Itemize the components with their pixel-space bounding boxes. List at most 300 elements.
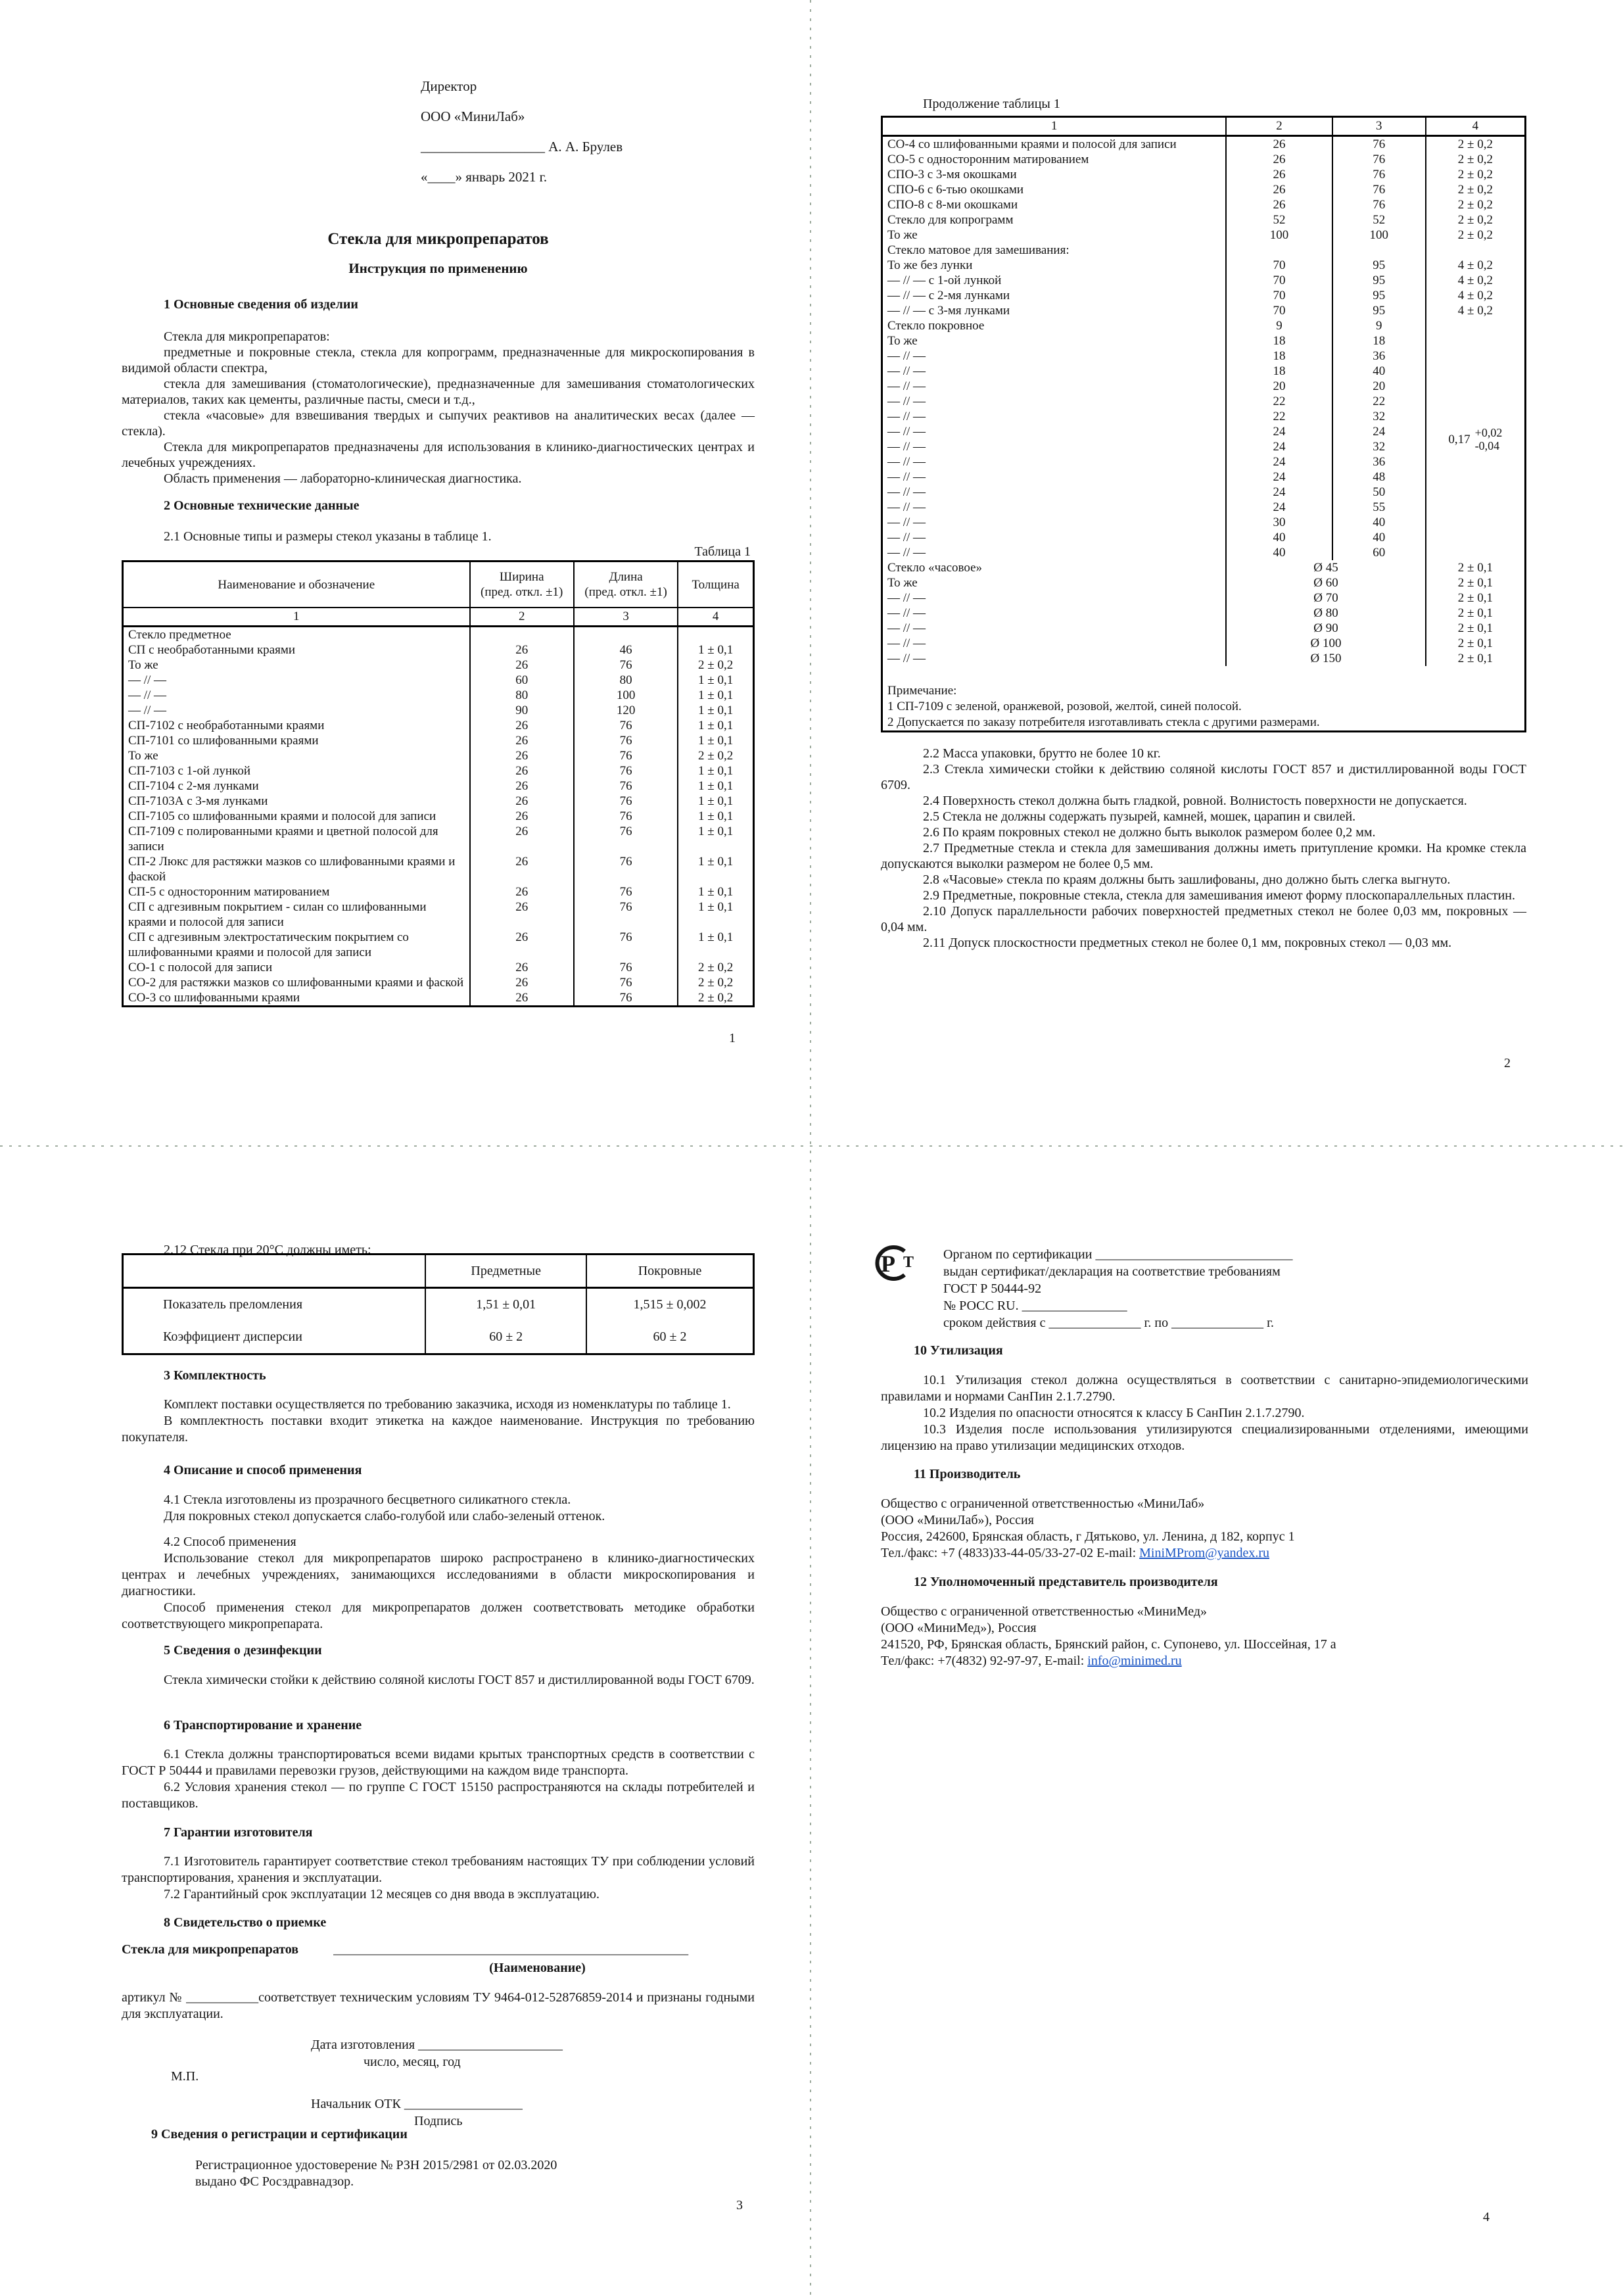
- table-cell: 26: [470, 960, 574, 975]
- table-cell: 2 ± 0,1: [1426, 651, 1526, 666]
- registration-certificate-line: Регистрационное удостоверение № РЗН 2015/2981 от 02.03.2020: [195, 2158, 557, 2172]
- certification-line: ГОСТ Р 50444-92: [943, 1281, 1042, 1296]
- table-cell: 24: [1226, 439, 1332, 454]
- paragraph: 2.6 По краям покровных стекол не должно быть выколок размером более 0,2 мм.: [923, 825, 1376, 840]
- table-cell: СП-7101 со шлифованными краями: [123, 733, 470, 748]
- document-subtitle: Инструкция по применению: [348, 260, 528, 276]
- paragraph: 2.11 Допуск плоскостности предметных стекол не более 0,1 мм, покровных стекол — 0,03 мм.: [923, 936, 1452, 950]
- table-continuation-caption: Продолжение таблицы 1: [923, 97, 1060, 111]
- section-12-heading: 12 Уполномоченный представитель производителя: [914, 1575, 1218, 1589]
- table-cell: 76: [574, 975, 678, 990]
- table-row: [882, 560, 1526, 575]
- section-4-paragraphs-b: [122, 1534, 755, 1633]
- table-row: [123, 990, 754, 1007]
- table-cell: 80: [574, 673, 678, 688]
- table-cell: СП-7102 с необработанными краями: [123, 718, 470, 733]
- table-cell: Ø 150: [1226, 651, 1425, 666]
- table-cell: СП-2 Люкс для растяжки мазков со шлифованными краями и фаской: [123, 854, 470, 884]
- table-cell: — // —: [882, 409, 1227, 424]
- table-row: [123, 884, 754, 899]
- table-cell: 1 ± 0,1: [678, 794, 753, 809]
- table-cell: 22: [1226, 409, 1332, 424]
- column-header: Предметные: [425, 1255, 586, 1288]
- table-row: [882, 303, 1526, 318]
- column-header: [574, 562, 678, 608]
- paragraph: 6.1 Стекла должны транспортироваться всеми видами крытых транспортных средств в соответствии с ГОСТ Р 50444 и правилами перевозки грузов, действующими на каждом виде транспорта.: [122, 1747, 755, 1778]
- table-cell: [470, 627, 574, 643]
- table-cell: То же: [882, 575, 1227, 590]
- table-cell: 76: [574, 794, 678, 809]
- paragraph: предметные и покровные стекла, стекла для копрограмм, предназначенные для микроскопирования в видимой области спектра,: [122, 345, 755, 375]
- table-cell: СО-3 со шлифованными краями: [123, 990, 470, 1007]
- table-cell: 2 ± 0,2: [1426, 212, 1526, 227]
- table-cell: СП с адгезивным электростатическим покрытием со шлифованными краями и полосой для записи: [123, 930, 470, 960]
- table-cell: — // —: [882, 590, 1227, 606]
- page-2: [881, 0, 1526, 1144]
- table-cell: 18: [1226, 364, 1332, 379]
- table-cell: Стекло предметное: [123, 627, 470, 643]
- table-cell: 1 ± 0,1: [678, 642, 753, 658]
- manufacturer-block: [881, 1496, 1528, 1562]
- table-cell: 26: [1226, 182, 1332, 197]
- table-cell: 70: [1226, 273, 1332, 288]
- table-row: [882, 167, 1526, 182]
- table-cell: 76: [1332, 167, 1426, 182]
- table-cell: 0,17 +0,02 -0,04: [1426, 318, 1526, 560]
- section-2-12-intro: 2.12 Стекла при 20°С должны иметь:: [164, 1243, 371, 1257]
- optical-properties-table: [122, 1253, 755, 1355]
- table-cell: 2 ± 0,2: [678, 748, 753, 763]
- table-cell: 76: [1332, 152, 1426, 167]
- table-cell: 26: [470, 930, 574, 960]
- table-row: [123, 642, 754, 658]
- table-row: [123, 658, 754, 673]
- table-cell: 40: [1226, 545, 1332, 560]
- table-cell: 70: [1226, 258, 1332, 273]
- table-cell: 2 ± 0,1: [1426, 621, 1526, 636]
- table-cell: 55: [1332, 500, 1426, 515]
- table-row: [882, 273, 1526, 288]
- table-cell: 18: [1332, 333, 1426, 348]
- paragraph: 2.9 Предметные, покровные стекла, стекла для замешивания имеют форму плоскопараллельных пластин.: [923, 888, 1515, 903]
- table-row: [123, 899, 754, 930]
- table-row: [123, 1288, 754, 1322]
- document-title: Стекла для микропрепаратов: [327, 230, 549, 248]
- column-header-sub: (пред. откл. ±1): [481, 585, 563, 599]
- table-cell: 2 ± 0,2: [1426, 227, 1526, 243]
- table-cell: 60 ± 2: [425, 1321, 586, 1354]
- table-cell: Показатель преломления: [123, 1288, 426, 1322]
- table-cell: Стекло матовое для замешивания:: [882, 243, 1227, 258]
- table-cell: 80: [470, 688, 574, 703]
- paragraph: Стекла для микропрепаратов предназначены для использования в клинико-диагностических центрах и лечебных учреждениях.: [122, 440, 755, 470]
- paragraph: 2.4 Поверхность стекол должна быть гладкой, ровной. Волнистость поверхности не допускается.: [923, 794, 1467, 808]
- table-cell: 1,515 ± 0,002: [586, 1288, 753, 1322]
- table-cell: 95: [1332, 303, 1426, 318]
- paragraph: 10.1 Утилизация стекол должна осуществляться в соответствии с санитарно-эпидемиологическими правилами и нормами СанПин 2.1.7.2790.: [881, 1373, 1528, 1404]
- table-cell: 100: [1332, 227, 1426, 243]
- paragraph: 4.2 Способ применения: [164, 1535, 296, 1549]
- section-3-heading: 3 Комплектность: [164, 1368, 266, 1383]
- column-number: 3: [574, 608, 678, 627]
- column-header-label: Длина: [609, 570, 643, 584]
- table-cell: То же: [123, 748, 470, 763]
- table-cell: 1 ± 0,1: [678, 778, 753, 794]
- paragraph: 10.3 Изделия после использования утилизируются специализированными отделениями, имеющими лицензию на право утилизации медицинских отходов.: [881, 1422, 1528, 1453]
- table-cell: 26: [470, 975, 574, 990]
- section-1-heading: 1 Основные сведения об изделии: [164, 297, 358, 312]
- table-cell: СО-2 для растяжки мазков со шлифованными краями и фаской: [123, 975, 470, 990]
- section-2-requirements: [881, 746, 1526, 951]
- paragraph: стекла «часовые» для взвешивания твердых и сыпучих реактивов на аналитических весах (далее — стекла).: [122, 408, 755, 439]
- table-cell: 4 ± 0,2: [1426, 303, 1526, 318]
- table-row: [882, 651, 1526, 666]
- table-cell: 1 ± 0,1: [678, 733, 753, 748]
- table-cell: 46: [574, 642, 678, 658]
- paragraph: 4.1 Стекла изготовлены из прозрачного бесцветного силикатного стекла.: [164, 1493, 571, 1507]
- cut-mark-vertical: [810, 0, 811, 2296]
- table-cell: 1 ± 0,1: [678, 809, 753, 824]
- table-cell: СП с адгезивным покрытием - силан со шлифованными краями и полосой для записи: [123, 899, 470, 930]
- table-cell: 1 ± 0,1: [678, 854, 753, 884]
- table-cell: — // —: [882, 636, 1227, 651]
- table-cell: СО-4 со шлифованными краями и полосой для записи: [882, 136, 1227, 153]
- table-caption: Таблица 1: [694, 544, 751, 559]
- table-cell: 120: [574, 703, 678, 718]
- table-cell: 9: [1226, 318, 1332, 333]
- section-5-heading: 5 Сведения о дезинфекции: [164, 1643, 322, 1658]
- table-cell: Коэффициент дисперсии: [123, 1321, 426, 1354]
- table-row: [123, 975, 754, 990]
- table-cell: [1332, 243, 1426, 258]
- table-cell: 1 ± 0,1: [678, 884, 753, 899]
- paragraph: 2.3 Стекла химически стойки к действию соляной кислоты ГОСТ 857 и дистиллированной воды ГОСТ 6709.: [881, 762, 1526, 792]
- table-cell: 1 СП-7109 с зеленой, оранжевой, розовой, желтой, синей полосой.: [887, 700, 1242, 713]
- table-cell: 40: [1332, 515, 1426, 530]
- section-11-heading: 11 Производитель: [914, 1467, 1021, 1481]
- table-row: [882, 636, 1526, 651]
- table-cell: СО-5 с односторонним матированием: [882, 152, 1227, 167]
- table-cell: 2 ± 0,2: [678, 975, 753, 990]
- section-8-heading: 8 Свидетельство о приемке: [164, 1915, 327, 1930]
- signature-caption: Подпись: [414, 2114, 463, 2128]
- table-cell: 30: [1226, 515, 1332, 530]
- table-cell: — // —: [882, 545, 1227, 560]
- table-cell: 52: [1332, 212, 1426, 227]
- table-cell: 26: [470, 733, 574, 748]
- letterhead-line: Директор: [421, 78, 477, 94]
- section-9-heading: 9 Сведения о регистрации и сертификации: [151, 2127, 408, 2141]
- table-row: [123, 763, 754, 778]
- table-cell: — // —: [882, 379, 1227, 394]
- table-cell: 9: [1332, 318, 1426, 333]
- table-row: [882, 212, 1526, 227]
- table-header-row: [123, 562, 754, 608]
- representative-line: 241520, РФ, Брянская область, Брянский район, с. Супонево, ул. Шоссейная, 17 а: [881, 1637, 1336, 1652]
- table-cell: 2 ± 0,2: [678, 960, 753, 975]
- table-row: [123, 627, 754, 643]
- table-cell: — // — с 2-мя лунками: [882, 288, 1227, 303]
- table-cell: Ø 60: [1226, 575, 1425, 590]
- certification-line: Органом по сертификации ______________________________: [943, 1247, 1293, 1262]
- table-cell: 95: [1332, 288, 1426, 303]
- table-cell: СП-7103А с 3-мя лунками: [123, 794, 470, 809]
- table-cell: 26: [470, 763, 574, 778]
- page-number: 1: [729, 1031, 736, 1045]
- column-header: [470, 562, 574, 608]
- table-row: [882, 575, 1526, 590]
- certification-block: [943, 1246, 1535, 1331]
- table-cell: 40: [1332, 364, 1426, 379]
- table-cell: 24: [1226, 485, 1332, 500]
- table-cell: 1 ± 0,1: [678, 899, 753, 930]
- paragraph: 10.2 Изделия по опасности относятся к классу Б СанПин 2.1.7.2790.: [923, 1406, 1305, 1420]
- table-header-row: [123, 1255, 754, 1288]
- table-cell: 76: [574, 899, 678, 930]
- table-row: [123, 718, 754, 733]
- registration-issuer-line: выдано ФС Росздравнадзор.: [195, 2174, 354, 2189]
- table-row: [123, 688, 754, 703]
- paragraph: 7.1 Изготовитель гарантирует соответствие стекол требованиям настоящих ТУ при соблюдении условий транспортирования, хранения и эксплуатации.: [122, 1854, 755, 1885]
- column-number: 2: [1226, 117, 1332, 136]
- table-cell: 24: [1226, 454, 1332, 469]
- table-cell: 2 ± 0,1: [1426, 590, 1526, 606]
- table-cell: 24: [1226, 500, 1332, 515]
- table-cell: 90: [470, 703, 574, 718]
- table-cell: 76: [574, 884, 678, 899]
- table-cell: 26: [470, 884, 574, 899]
- table-row: [882, 227, 1526, 243]
- table-cell: СПО-8 с 8-ми окошками: [882, 197, 1227, 212]
- date-line: «____» январь 2021 г.: [421, 169, 548, 185]
- certification-line: № РОСС RU. ________________: [943, 1299, 1127, 1313]
- manufacturer-line: Общество с ограниченной ответственностью «МиниЛаб»: [881, 1496, 1205, 1511]
- table-cell: 26: [470, 854, 574, 884]
- table-row: [882, 152, 1526, 167]
- table-cell: 95: [1332, 273, 1426, 288]
- manufacturer-email-link[interactable]: MiniMProm@yandex.ru: [1139, 1546, 1269, 1560]
- table-cell: Стекло для копрограмм: [882, 212, 1227, 227]
- table-cell: СП-7105 со шлифованными краями и полосой для записи: [123, 809, 470, 824]
- table-cell: 76: [574, 733, 678, 748]
- table-cell: [1426, 243, 1526, 258]
- paragraph: Стекла для микропрепаратов:: [164, 329, 330, 344]
- table-cell: 18: [1226, 348, 1332, 364]
- section-2-heading: 2 Основные технические данные: [164, 498, 360, 513]
- name-caption: (Наименование): [489, 1961, 586, 1975]
- table-cell: 40: [1332, 530, 1426, 545]
- table-cell: 26: [470, 658, 574, 673]
- table-cell: 1 ± 0,1: [678, 930, 753, 960]
- section-7-heading: 7 Гарантии изготовителя: [164, 1825, 313, 1840]
- table-cell: — // —: [882, 500, 1227, 515]
- column-header: Наименование и обозначение: [123, 562, 470, 608]
- table-cell: 100: [1226, 227, 1332, 243]
- table-cell: 26: [470, 824, 574, 854]
- table-cell: 26: [470, 990, 574, 1007]
- table-row: [882, 590, 1526, 606]
- table-row: [123, 1321, 754, 1354]
- table-row: [123, 794, 754, 809]
- letterhead: [421, 71, 623, 192]
- paragraph: 2.8 «Часовые» стекла по краям должны быть зашлифованы, дно должно быть слегка выгнуто.: [923, 873, 1451, 887]
- signature-line: __________________ А. А. Брулев: [421, 139, 623, 155]
- column-header: [123, 1255, 426, 1288]
- table-cell: СО-1 с полосой для записи: [123, 960, 470, 975]
- table-cell: 2 ± 0,1: [1426, 560, 1526, 575]
- table-cell: 26: [470, 718, 574, 733]
- representative-line: Общество с ограниченной ответственностью «МиниМед»: [881, 1604, 1207, 1619]
- table-cell: — // —: [882, 530, 1227, 545]
- table-row: [123, 748, 754, 763]
- table-cell: СП-7103 с 1-ой лункой: [123, 763, 470, 778]
- table-cell: 26: [470, 642, 574, 658]
- article-paragraph: [122, 1990, 755, 2022]
- section-1-paragraphs: [122, 329, 755, 487]
- table-cell: Стекло покровное: [882, 318, 1227, 333]
- table-cell: Ø 100: [1226, 636, 1425, 651]
- table-cell: 2 ± 0,2: [678, 658, 753, 673]
- table-cell: — // —: [882, 424, 1227, 439]
- table-row: [882, 258, 1526, 273]
- paragraph: 2.5 Стекла не должны содержать пузырей, камней, мошек, царапин и свилей.: [923, 809, 1356, 824]
- table-cell: 60: [470, 673, 574, 688]
- table-number-row: [882, 117, 1526, 136]
- table-cell: 20: [1332, 379, 1426, 394]
- table-row: [882, 288, 1526, 303]
- table-cell: 1,51 ± 0,01: [425, 1288, 586, 1322]
- table-row: [882, 243, 1526, 258]
- table-cell: 24: [1332, 424, 1426, 439]
- section-6-heading: 6 Транспортирование и хранение: [164, 1718, 362, 1733]
- manufacturer-contact-line: [881, 1545, 1528, 1562]
- representative-line: (ООО «МиниМед»), Россия: [881, 1621, 1037, 1635]
- table-cell: 1 ± 0,1: [678, 763, 753, 778]
- table-cell: То же: [882, 333, 1227, 348]
- table-cell: 76: [1332, 197, 1426, 212]
- product-name-row: [122, 1942, 755, 1958]
- column-number: 2: [470, 608, 574, 627]
- table-cell: — // —: [123, 703, 470, 718]
- table-row: [123, 703, 754, 718]
- table-cell: 2 ± 0,1: [1426, 575, 1526, 590]
- table-cell: [574, 627, 678, 643]
- section-7-paragraphs: [122, 1854, 755, 1903]
- table-row: [882, 621, 1526, 636]
- section-10-paragraphs: [881, 1372, 1528, 1454]
- column-header: Толщина: [678, 562, 753, 608]
- paragraph: Стекла химически стойки к действию соляной кислоты ГОСТ 857 и дистиллированной воды ГОСТ 6709.: [164, 1673, 755, 1687]
- page-1: [122, 0, 755, 1144]
- date-caption: число, месяц, год: [364, 2055, 461, 2069]
- table-row: [882, 666, 1526, 699]
- paragraph: В комплектность поставки входит этикетка на каждое наименование. Инструкция по требованию покупателя.: [122, 1414, 755, 1445]
- table-number-row: [123, 608, 754, 627]
- table-cell: 2 ± 0,2: [1426, 182, 1526, 197]
- table-cell: 70: [1226, 303, 1332, 318]
- table-cell: — // —: [882, 469, 1227, 485]
- column-number: 3: [1332, 117, 1426, 136]
- table-cell: 40: [1226, 530, 1332, 545]
- table-cell: 4 ± 0,2: [1426, 273, 1526, 288]
- table-cell: — // —: [882, 651, 1227, 666]
- table-cell: 36: [1332, 454, 1426, 469]
- table-cell: 76: [574, 990, 678, 1007]
- table-cell: 26: [470, 778, 574, 794]
- table-cell: 32: [1332, 439, 1426, 454]
- table-cell: 2 ± 0,2: [1426, 152, 1526, 167]
- table-cell: Ø 90: [1226, 621, 1425, 636]
- table-cell: Примечание:: [887, 684, 957, 698]
- table-row: [882, 606, 1526, 621]
- table-cell: 26: [1226, 197, 1332, 212]
- table-row: [882, 318, 1526, 333]
- table-row: [882, 197, 1526, 212]
- certification-line: выдан сертификат/декларация на соответствие требованиям: [943, 1264, 1281, 1279]
- manufacture-date-label: Дата изготовления ______________________: [311, 2038, 563, 2052]
- table-cell: — // —: [882, 485, 1227, 500]
- table-cell: — // —: [882, 439, 1227, 454]
- table-cell: 2 ± 0,2: [1426, 136, 1526, 153]
- section-10-heading: 10 Утилизация: [914, 1343, 1003, 1358]
- table-cell: 26: [470, 809, 574, 824]
- letterhead-line: ООО «МиниЛаб»: [421, 108, 525, 124]
- representative-block: [881, 1604, 1528, 1669]
- contact-prefix: Тел/факс: +7(4832) 92-97-97, E-mail:: [881, 1654, 1088, 1668]
- table-cell: 2 ± 0,1: [1426, 606, 1526, 621]
- paragraph: 2.7 Предметные стекла и стекла для замешивания должны иметь притупление кромки. На кромке стекла допускаются выколки размером не более 0,5 мм.: [881, 841, 1526, 871]
- certification-line: сроком действия с ______________ г. по ______________ г.: [943, 1316, 1275, 1330]
- table-cell: Ø 70: [1226, 590, 1425, 606]
- product-name-label: Стекла для микропрепаратов: [122, 1942, 299, 1957]
- stamp-placeholder: М.П.: [171, 2069, 199, 2084]
- table-cell: 26: [1226, 167, 1332, 182]
- section-5-paragraphs: [122, 1672, 755, 1688]
- table-cell: 4 ± 0,2: [1426, 288, 1526, 303]
- table-row: [123, 854, 754, 884]
- table-cell: СП-7109 с полированными краями и цветной полосой для записи: [123, 824, 470, 854]
- table-cell: 76: [1332, 182, 1426, 197]
- column-header-sub: (пред. откл. ±1): [584, 585, 667, 599]
- table-cell: 36: [1332, 348, 1426, 364]
- table-cell: — // —: [123, 688, 470, 703]
- table-cell: 2 ± 0,2: [1426, 197, 1526, 212]
- table-row: [123, 778, 754, 794]
- table-row: [123, 809, 754, 824]
- blank-line: ______________________________________________________: [333, 1942, 689, 1957]
- table-cell: 4 ± 0,2: [1426, 258, 1526, 273]
- otk-chief-label: Начальник ОТК __________________: [311, 2097, 523, 2111]
- section-4-paragraphs-a: [122, 1492, 755, 1525]
- table-cell: 26: [1226, 152, 1332, 167]
- sizes-table: [122, 560, 755, 1007]
- representative-email-link[interactable]: info@minimed.ru: [1087, 1654, 1182, 1668]
- page-number: 4: [1483, 2210, 1490, 2224]
- paragraph: Область применения — лабораторно-клиническая диагностика.: [164, 471, 522, 486]
- page-number: 3: [736, 2198, 743, 2212]
- table-cell: 26: [1226, 136, 1332, 153]
- table-cell: — // —: [882, 606, 1227, 621]
- table-cell: СПО-3 с 3-мя окошками: [882, 167, 1227, 182]
- table-row: [882, 699, 1526, 715]
- column-header: Покровные: [586, 1255, 753, 1288]
- paragraph: артикул № ___________соответствует техническим условиям ТУ 9464-012-52876859-2014 и признаны годными для эксплуатации.: [122, 1990, 755, 2021]
- table-cell: 76: [574, 658, 678, 673]
- table-cell: 95: [1332, 258, 1426, 273]
- column-number: 4: [678, 608, 753, 627]
- manufacturer-line: Россия, 242600, Брянская область, г Дятьково, ул. Ленина, д 182, корпус 1: [881, 1529, 1295, 1544]
- contact-prefix: Тел./факс: +7 (4833)33-44-05/33-27-02 E-mail:: [881, 1546, 1140, 1560]
